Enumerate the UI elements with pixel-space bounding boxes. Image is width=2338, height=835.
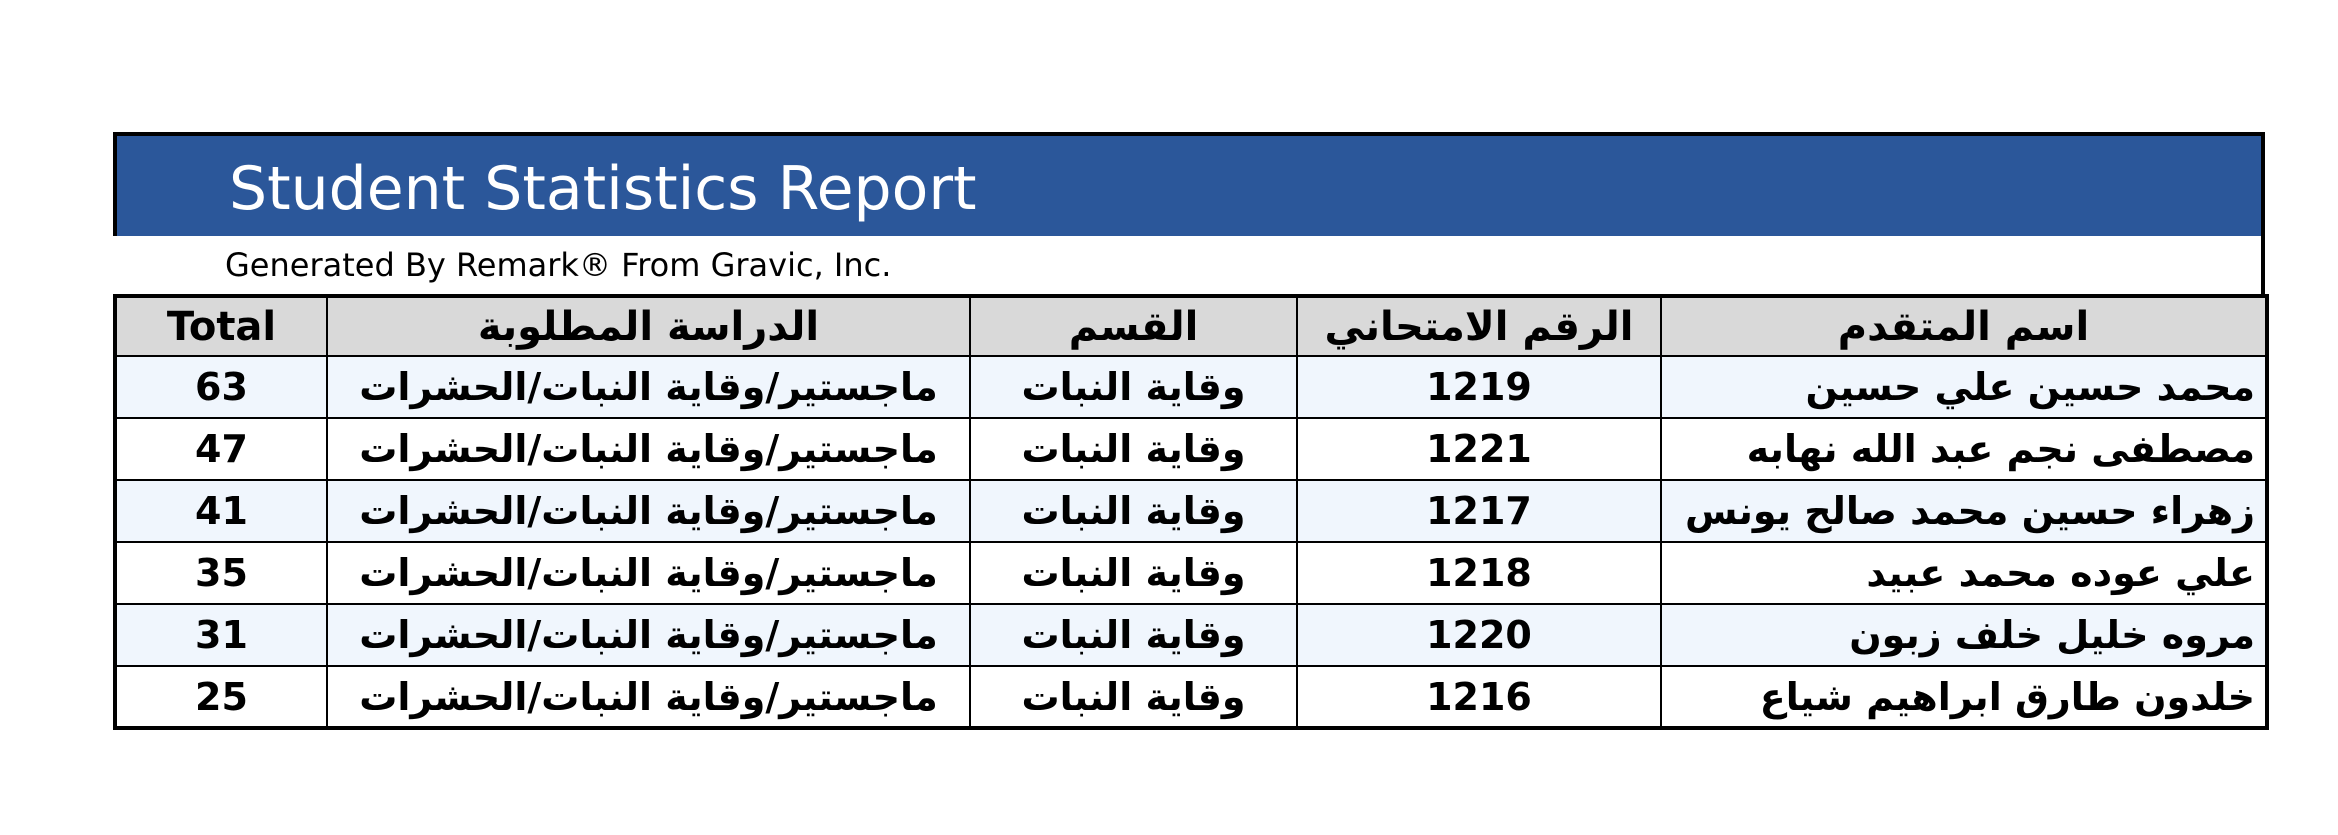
study-cell: ماجستير/وقاية النبات/الحشرات — [327, 418, 970, 480]
exam-number-cell: 1221 — [1297, 418, 1661, 480]
exam-number-cell: 1217 — [1297, 480, 1661, 542]
header-study: الدراسة المطلوبة — [327, 296, 970, 356]
report-title: Student Statistics Report — [229, 154, 977, 224]
name-cell: مصطفى نجم عبد الله نهابه — [1661, 418, 2267, 480]
total-cell: 25 — [115, 666, 327, 728]
department-cell: وقاية النبات — [970, 480, 1297, 542]
table-header-row — [115, 296, 2267, 356]
table-row — [115, 356, 2267, 418]
study-cell: ماجستير/وقاية النبات/الحشرات — [327, 356, 970, 418]
name-cell: محمد حسين علي حسين — [1661, 356, 2267, 418]
total-cell: 63 — [115, 356, 327, 418]
report — [113, 132, 2265, 730]
department-cell: وقاية النبات — [970, 604, 1297, 666]
table-body — [115, 356, 2267, 728]
statistics-table — [113, 294, 2269, 730]
table-row — [115, 604, 2267, 666]
department-cell: وقاية النبات — [970, 356, 1297, 418]
total-cell: 35 — [115, 542, 327, 604]
exam-number-cell: 1220 — [1297, 604, 1661, 666]
header-exam-number: الرقم الامتحاني — [1297, 296, 1661, 356]
total-cell: 31 — [115, 604, 327, 666]
name-cell: مروه خليل خلف زبون — [1661, 604, 2267, 666]
header-total: Total — [115, 296, 327, 356]
header-department: القسم — [970, 296, 1297, 356]
report-subtitle: Generated By Remark® From Gravic, Inc. — [225, 246, 892, 284]
exam-number-cell: 1219 — [1297, 356, 1661, 418]
table-row — [115, 542, 2267, 604]
table-row — [115, 418, 2267, 480]
subtitle-bar — [113, 236, 2265, 294]
report-banner — [113, 132, 2265, 236]
table-row — [115, 666, 2267, 728]
name-cell: خلدون طارق ابراهيم شياع — [1661, 666, 2267, 728]
total-cell: 41 — [115, 480, 327, 542]
total-cell: 47 — [115, 418, 327, 480]
study-cell: ماجستير/وقاية النبات/الحشرات — [327, 542, 970, 604]
department-cell: وقاية النبات — [970, 666, 1297, 728]
study-cell: ماجستير/وقاية النبات/الحشرات — [327, 604, 970, 666]
header-name: اسم المتقدم — [1661, 296, 2267, 356]
table-row — [115, 480, 2267, 542]
exam-number-cell: 1218 — [1297, 542, 1661, 604]
study-cell: ماجستير/وقاية النبات/الحشرات — [327, 666, 970, 728]
study-cell: ماجستير/وقاية النبات/الحشرات — [327, 480, 970, 542]
exam-number-cell: 1216 — [1297, 666, 1661, 728]
name-cell: زهراء حسين محمد صالح يونس — [1661, 480, 2267, 542]
department-cell: وقاية النبات — [970, 542, 1297, 604]
department-cell: وقاية النبات — [970, 418, 1297, 480]
name-cell: علي عوده محمد عبيد — [1661, 542, 2267, 604]
